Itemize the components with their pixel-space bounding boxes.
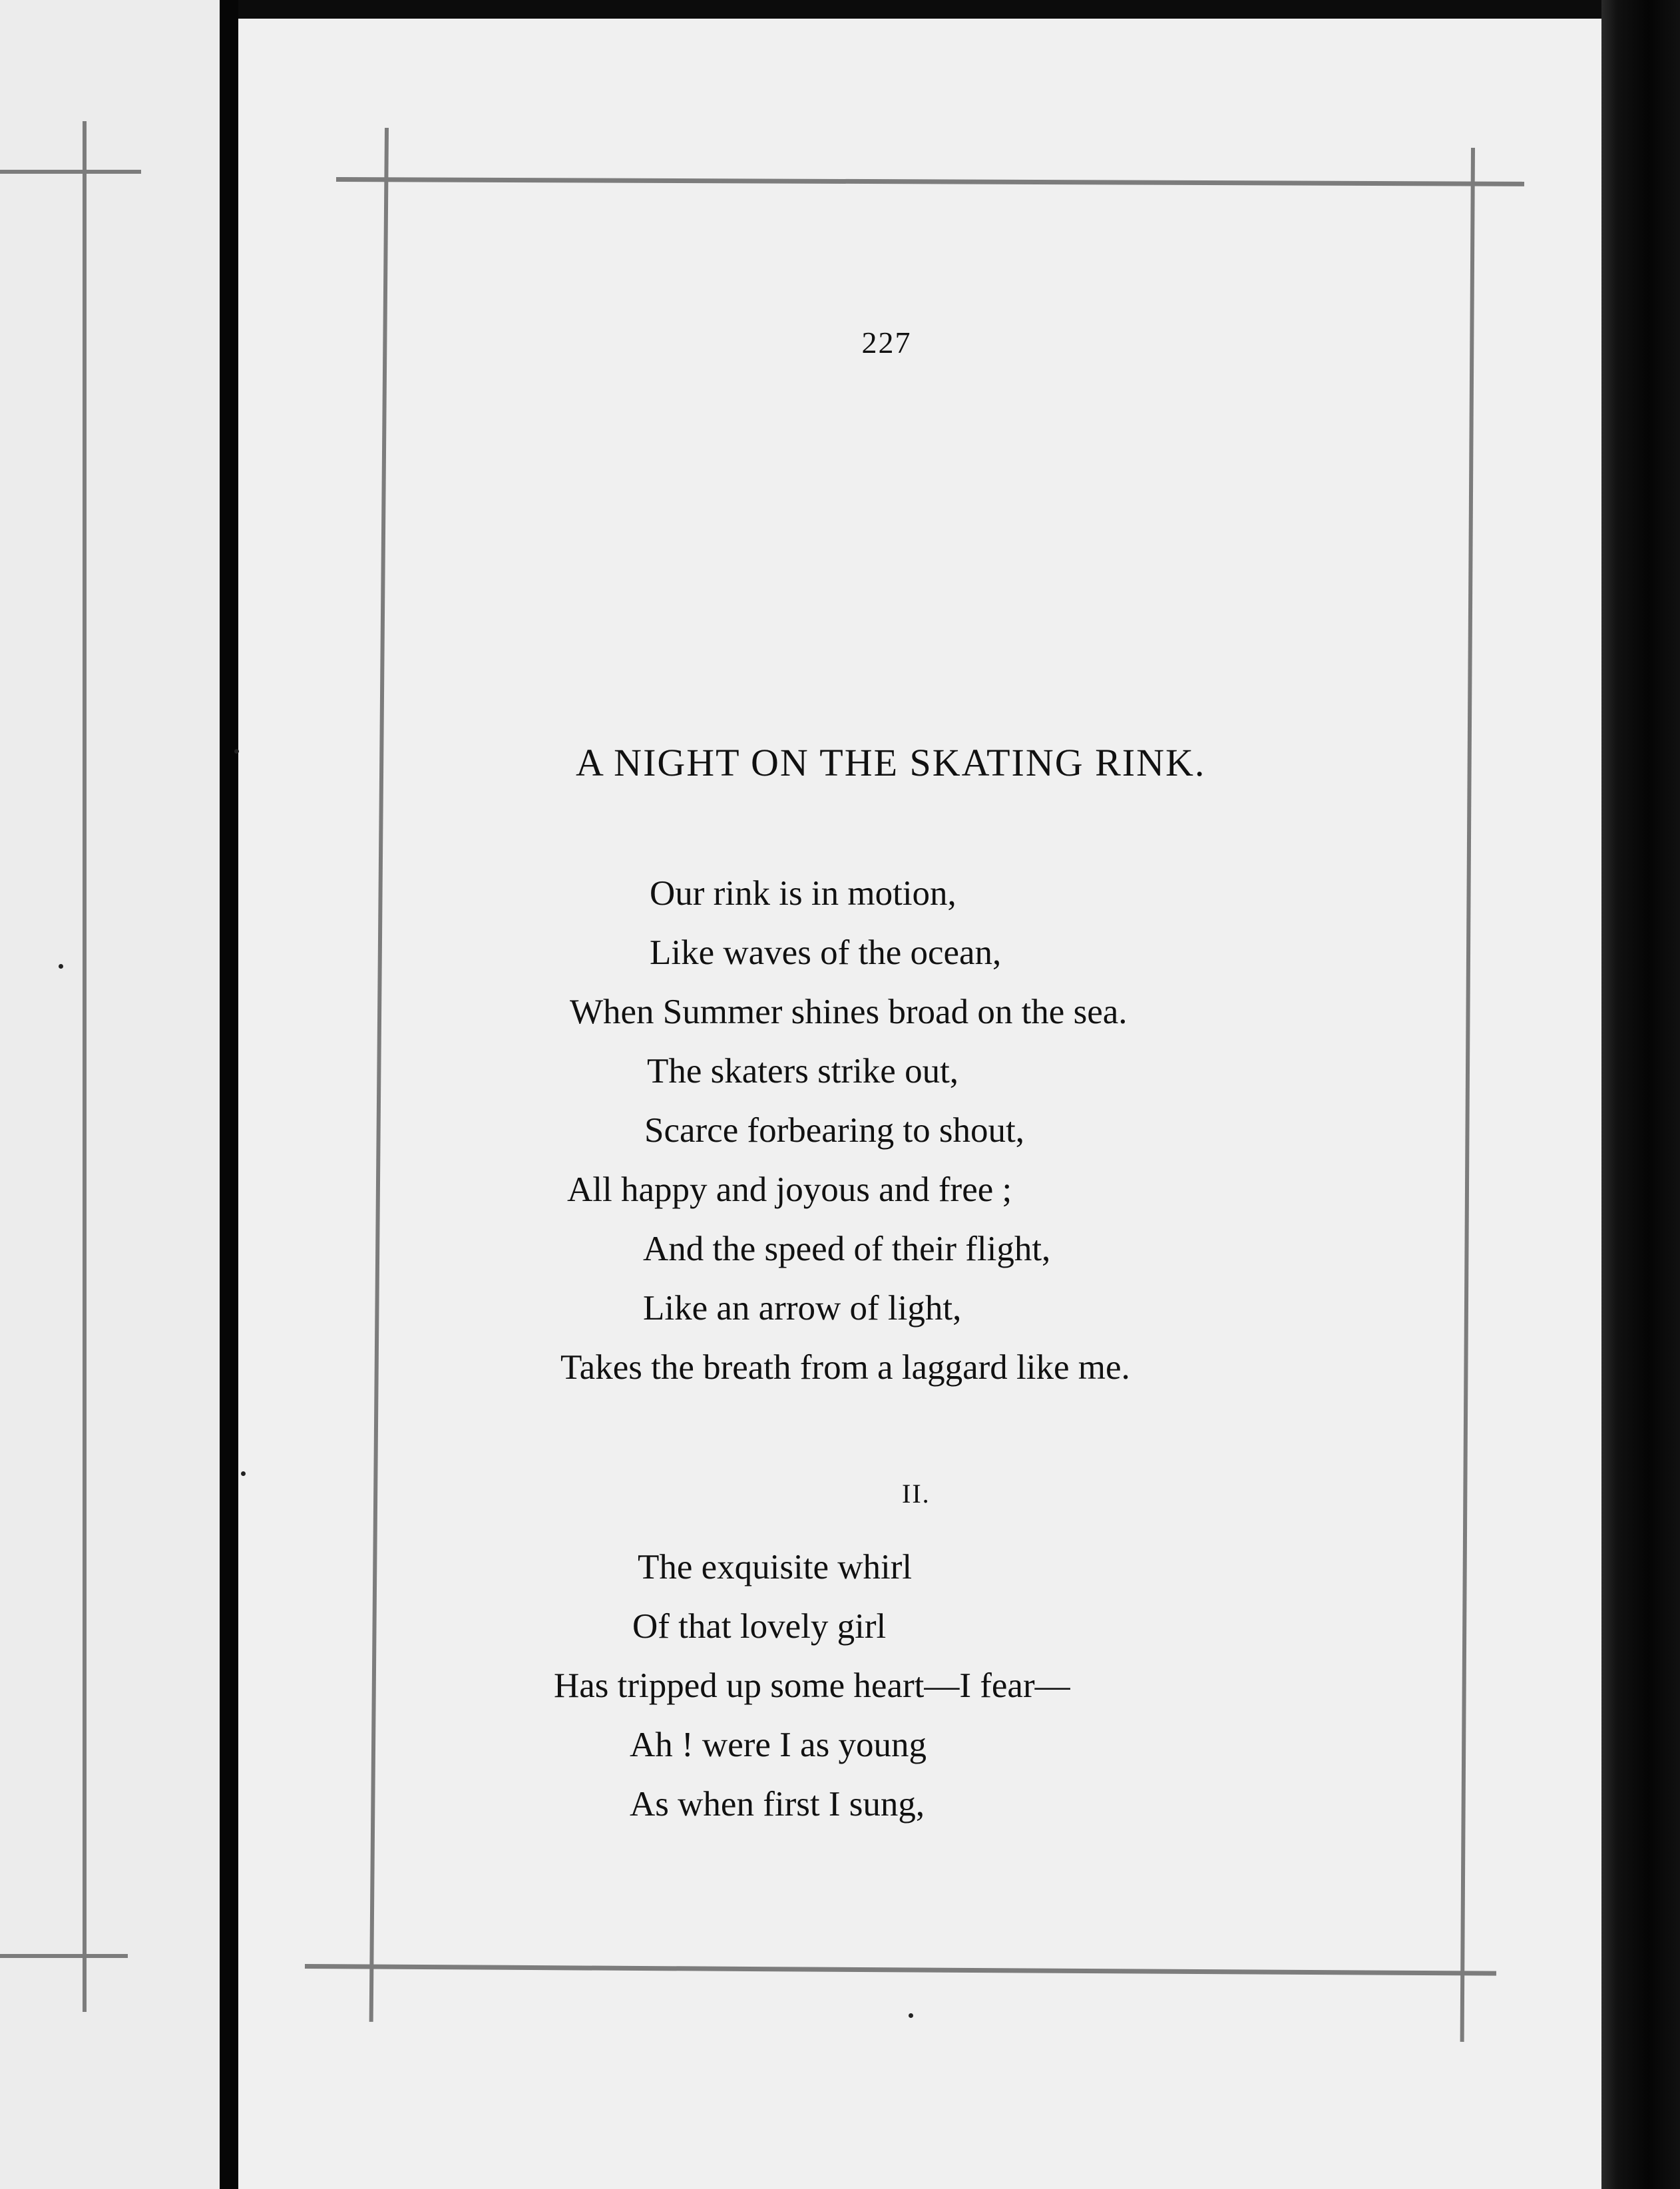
left-page-vertical-rule: [83, 121, 87, 2012]
left-page-speck: [59, 964, 63, 969]
page-speck: [234, 749, 239, 754]
poem-line: Like an arrow of light,: [643, 1289, 962, 1328]
poem-line: Takes the breath from a laggard like me.: [560, 1348, 1130, 1387]
page-number: 227: [861, 326, 912, 360]
poem-line: Has tripped up some heart—I fear—: [554, 1666, 1070, 1705]
poem-line: And the speed of their flight,: [643, 1230, 1051, 1268]
poem-line: All happy and joyous and free ;: [567, 1170, 1012, 1209]
poem-line: Ah ! were I as young: [630, 1726, 927, 1764]
left-page-top-rule: [0, 170, 141, 174]
section-numeral: II.: [902, 1479, 931, 1509]
poem-line: Of that lovely girl: [632, 1607, 887, 1646]
page-speck: [909, 2013, 913, 2018]
poem-line: As when first I sung,: [630, 1785, 925, 1824]
poem-line: The skaters strike out,: [647, 1052, 959, 1091]
poem-line: Scarce forbearing to shout,: [644, 1111, 1025, 1150]
poem-line: The exquisite whirl: [638, 1548, 913, 1586]
poem-line: When Summer shines broad on the sea.: [570, 993, 1128, 1031]
left-page-bottom-rule: [0, 1954, 128, 1958]
poem-line: Our rink is in motion,: [650, 874, 956, 913]
poem-line: Like waves of the ocean,: [650, 933, 1002, 972]
poem-title: A NIGHT ON THE SKATING RINK.: [576, 741, 1206, 784]
page-speck: [241, 1471, 246, 1476]
